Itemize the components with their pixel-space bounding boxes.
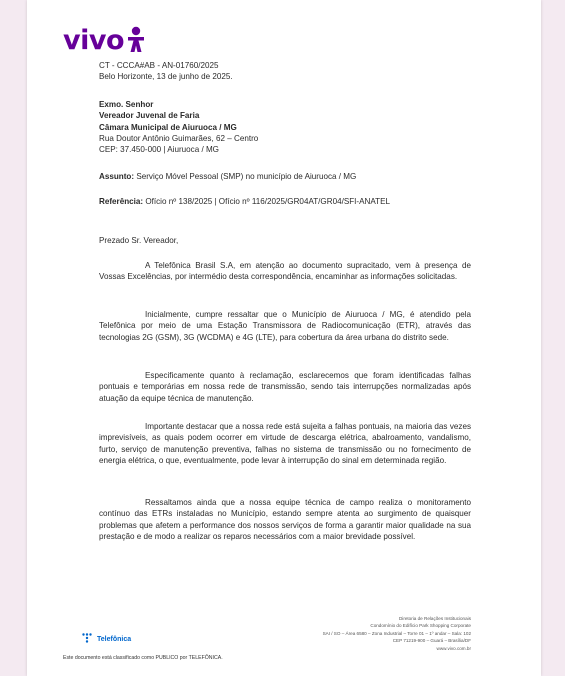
paragraph-4	[99, 421, 471, 466]
recipient-name: Vereador Juvenal de Faria	[99, 111, 200, 121]
subject-text: Serviço Móvel Pessoal (SMP) no município de Aiuruoca / MG	[136, 172, 357, 181]
letter-heading	[99, 60, 471, 83]
paragraph-3	[99, 370, 471, 404]
paragraph-text: Ressaltamos ainda que a nossa equipe técnica de campo realiza o monitoramento contínuo das ETRs instaladas no Município, estando sempre atenta ao surgimento de quaisquer problemas que afetem a performance dos nossos serviços de forma a garantir maior qualidade na sua prestação e de modo a realizar os reparos necessários com a maior brevidade possível.	[99, 498, 471, 541]
logo-text: vivo	[63, 25, 125, 56]
address-line: Condomínio do Edifício Park Shopping Corporate	[370, 623, 471, 629]
paragraph-text: A Telefônica Brasil S.A, em atenção ao documento supracitado, vem à presença de Vossas Excelências, por intermédio desta correspondência, encaminhar as informações solicitadas.	[99, 261, 471, 282]
telefonica-logo	[82, 630, 131, 648]
greeting	[99, 235, 471, 246]
greeting-text: Prezado Sr. Vereador,	[99, 236, 179, 245]
vivo-logo	[63, 18, 146, 54]
reference-text: Ofício nº 138/2025 | Ofício nº 116/2025/GR04AT/GR04/SFI-ANATEL	[145, 197, 390, 206]
footer-address	[251, 615, 471, 652]
paragraph-5	[99, 497, 471, 542]
date-line: Belo Horizonte, 13 de junho de 2025.	[99, 72, 233, 82]
paragraph-1	[99, 260, 471, 283]
recipient-block	[99, 99, 471, 155]
letter-page	[27, 0, 541, 676]
website-link[interactable]: www.vivo.com.br	[436, 645, 471, 651]
subject-line	[99, 171, 471, 182]
vivo-person-icon	[126, 26, 146, 54]
reference-line	[99, 196, 471, 207]
telefonica-name: Telefônica	[97, 635, 132, 643]
document-code: CT - CCCA#AB - AN-01760/2025	[99, 61, 219, 70]
address-line: CEP 71219-900 – Guará – Brasília/DF	[392, 638, 471, 644]
telefonica-dots-icon	[82, 630, 94, 648]
paragraph-2	[99, 309, 471, 343]
subject-label: Assunto:	[99, 172, 135, 181]
recipient-street: Rua Doutor Antônio Guimarães, 62 – Centro	[99, 133, 259, 143]
reference-label: Referência:	[99, 197, 144, 206]
classification-note: Este documento está classificado como PUBLICO por TELEFÔNICA.	[63, 655, 223, 661]
paragraph-text: Especificamente quanto à reclamação, esclarecemos que foram identificadas falhas pontuais e temporárias em nossa rede de transmissão, sendo tais interrupções normalizadas após atuação da equipe técnica de manutenção.	[99, 371, 471, 403]
paragraph-text: Inicialmente, cumpre ressaltar que o Município de Aiuruoca / MG, é atendido pela Telefônica por meio de uma Estação Transmissora de Radiocomunicação (ETR), através das tecnologias 2G (GSM), 3G (WCDMA) e 4G (LTE), para cobertura da área urbana do distrito sede.	[99, 310, 471, 342]
recipient-chamber: Câmara Municipal de Aiuruoca / MG	[99, 122, 237, 132]
recipient-cep: CEP: 37.450-000 | Aiuruoca / MG	[99, 145, 219, 155]
address-line: SAI / SO – Área 6580 – Zona Industrial – Torre 01 – 1º andar – Sala: 102	[322, 630, 471, 636]
recipient-salutation: Exmo. Senhor	[99, 100, 154, 109]
paragraph-text: Importante destacar que a nossa rede está sujeita a falhas pontuais, na maioria das vezes imprevisíveis, as quais podem ocorrer em virtude de descarga elétrica, abalroamento, vandalismo, furto, serviço de manutenção preventiva, falhas no sistema de transmissão ou no fornecimento de energia elétrica, o que, eventualmente, pode levar à interrupção do sinal em determinada região.	[99, 422, 471, 465]
address-line: Diretoria de Relações Institucionais	[398, 616, 471, 621]
